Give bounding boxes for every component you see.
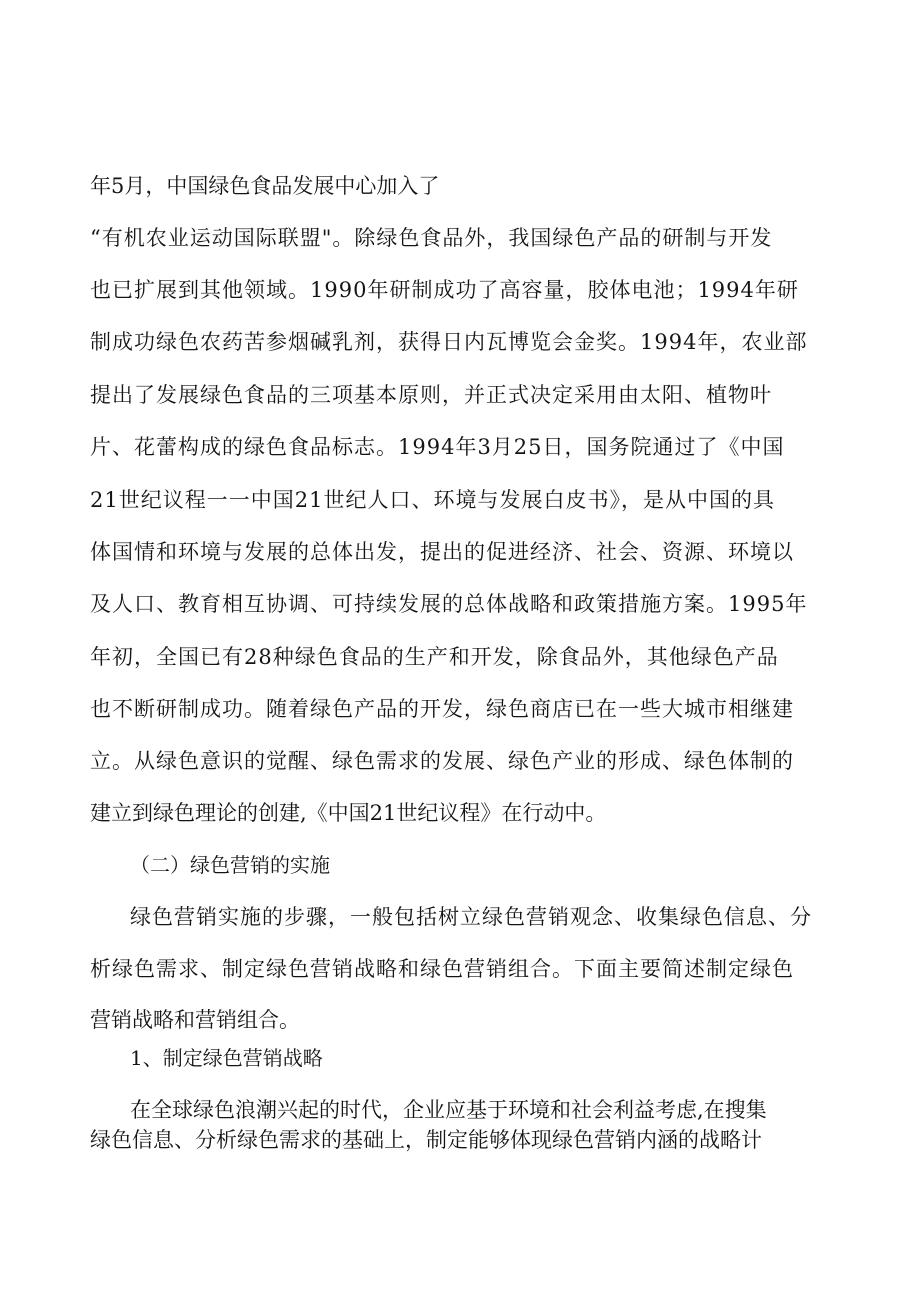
text-line: 片、花蕾构成的绿色食品标志。1994年3月25日，国务院通过了《中国 (90, 435, 785, 459)
section-heading: （二）绿色营销的实施 (130, 853, 330, 877)
text-line: 也不断研制成功。随着绿色产品的开发，绿色商店已在一些大城市相继建 (90, 697, 794, 721)
text-line: 年5月，中国绿色食品发展中心加入了 (90, 174, 440, 198)
text-line: 立。从绿色意识的觉醒、绿色需求的发展、绿色产业的形成、绿色体制的 (90, 749, 794, 773)
text-line: 在全球绿色浪潮兴起的时代，企业应基于环境和社会利益考虑,在搜集 (130, 1098, 767, 1122)
text-line: 体国情和环境与发展的总体出发，提出的促进经济、社会、资源、环境以 (90, 540, 794, 564)
text-line: 绿色信息、分析绿色需求的基础上，制定能够体现绿色营销内涵的战略计 (90, 1128, 762, 1152)
subheading: 1、制定绿色营销战略 (130, 1046, 323, 1070)
text-line: 营销战略和营销组合。 (90, 1008, 300, 1032)
text-line: 提出了发展绿色食品的三项基本原则，并正式决定采用由太阳、植物叶 (90, 383, 772, 407)
text-line: 建立到绿色理论的创建,《中国21世纪议程》在行动中。 (90, 801, 607, 825)
text-line: 析绿色需求、制定绿色营销战略和绿色营销组合。下面主要简述制定绿色 (90, 957, 794, 981)
text-line: “有机农业运动国际联盟"。除绿色食品外，我国绿色产品的研制与开发 (90, 226, 773, 250)
text-line: 也已扩展到其他领域。1990年研制成功了高容量，胶体电池；1994年研 (90, 278, 799, 302)
text-line: 制成功绿色农药苦参烟碱乳剂，获得日内瓦博览会金奖。1994年，农业部 (90, 330, 808, 354)
text-line: 及人口、教育相互协调、可持续发展的总体战略和政策措施方案。1995年 (90, 592, 808, 616)
text-line: 绿色营销实施的步骤，一般包括树立绿色营销观念、收集绿色信息、分 (130, 905, 812, 929)
text-line: 21世纪议程一一中国21世纪人口、环境与发展白皮书》，是从中国的具 (90, 488, 775, 512)
text-line: 年初，全国已有28种绿色食品的生产和开发，除食品外，其他绿色产品 (90, 645, 779, 669)
